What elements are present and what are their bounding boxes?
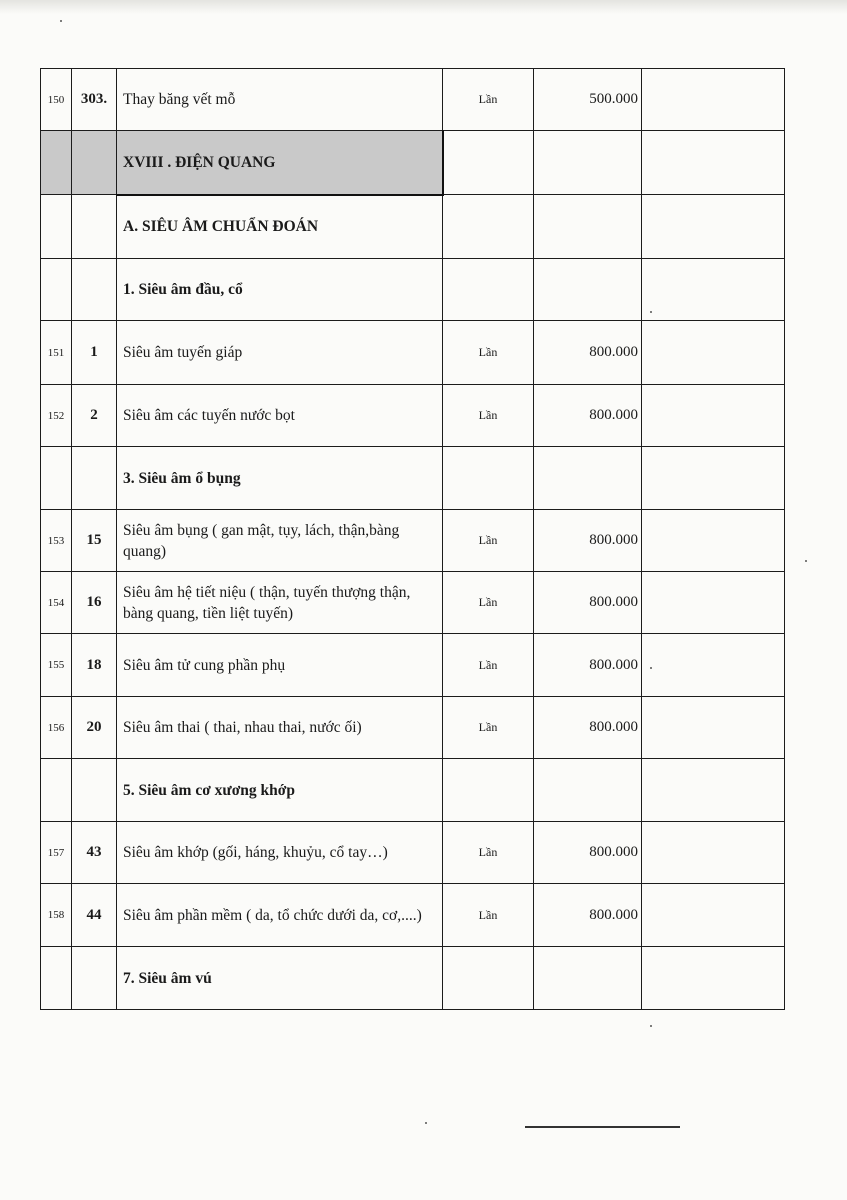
row-number-cell — [41, 447, 72, 510]
service-code-cell: 16 — [72, 572, 117, 634]
table-row — [41, 69, 785, 131]
section-row — [41, 131, 785, 195]
scan-speck — [425, 1122, 427, 1124]
unit-cell — [443, 447, 534, 510]
section-row — [41, 259, 785, 321]
service-code-cell: 20 — [72, 697, 117, 759]
note-cell — [642, 884, 785, 947]
section-title-cell: 3. Siêu âm ổ bụng — [117, 447, 443, 510]
row-number-cell: 156 — [41, 697, 72, 759]
price-cell: 800.000 — [534, 822, 642, 884]
service-name-cell: Siêu âm các tuyến nước bọt — [117, 385, 443, 447]
table-row — [41, 634, 785, 697]
service-code-cell: 18 — [72, 634, 117, 697]
price-cell — [534, 947, 642, 1010]
note-cell — [642, 69, 785, 131]
unit-cell — [443, 947, 534, 1010]
unit-cell — [443, 759, 534, 822]
note-cell — [642, 822, 785, 884]
service-code-cell: 44 — [72, 884, 117, 947]
note-cell — [642, 697, 785, 759]
price-cell: 800.000 — [534, 510, 642, 572]
note-cell — [642, 131, 785, 195]
section-title-cell: A. SIÊU ÂM CHUẨN ĐOÁN — [117, 195, 443, 259]
note-cell — [642, 634, 785, 697]
price-cell — [534, 447, 642, 510]
unit-cell — [443, 195, 534, 259]
section-row — [41, 195, 785, 259]
table-row — [41, 385, 785, 447]
note-cell — [642, 947, 785, 1010]
table-row — [41, 321, 785, 385]
service-name-cell: Siêu âm khớp (gối, háng, khuỷu, cổ tay…) — [117, 822, 443, 884]
price-cell: 800.000 — [534, 385, 642, 447]
row-number-cell — [41, 759, 72, 822]
unit-cell: Lần — [443, 572, 534, 634]
note-cell — [642, 321, 785, 385]
price-cell: 800.000 — [534, 321, 642, 385]
section-title-cell: 5. Siêu âm cơ xương khớp — [117, 759, 443, 822]
unit-cell: Lần — [443, 822, 534, 884]
unit-cell: Lần — [443, 697, 534, 759]
price-cell: 800.000 — [534, 634, 642, 697]
service-name-cell: Siêu âm hệ tiết niệu ( thận, tuyến thượng thận, bàng quang, tiền liệt tuyến) — [117, 572, 443, 634]
price-cell: 800.000 — [534, 572, 642, 634]
unit-cell: Lần — [443, 385, 534, 447]
service-code-cell: 1 — [72, 321, 117, 385]
table-row — [41, 697, 785, 759]
service-code-cell — [72, 947, 117, 1010]
service-code-cell: 43 — [72, 822, 117, 884]
signature-line — [525, 1126, 680, 1128]
note-cell — [642, 385, 785, 447]
service-name-cell: Siêu âm phần mềm ( da, tổ chức dưới da, cơ,....) — [117, 884, 443, 947]
row-number-cell: 157 — [41, 822, 72, 884]
unit-cell: Lần — [443, 634, 534, 697]
price-cell: 500.000 — [534, 69, 642, 131]
price-table — [40, 68, 785, 1010]
unit-cell: Lần — [443, 69, 534, 131]
price-cell — [534, 759, 642, 822]
table-row — [41, 510, 785, 572]
row-number-cell: 155 — [41, 634, 72, 697]
service-code-cell: 2 — [72, 385, 117, 447]
service-code-cell — [72, 259, 117, 321]
note-cell — [642, 510, 785, 572]
note-cell — [642, 759, 785, 822]
note-cell — [642, 259, 785, 321]
service-code-cell — [72, 131, 117, 195]
row-number-cell: 153 — [41, 510, 72, 572]
section-title-cell: XVIII . ĐIỆN QUANG — [117, 131, 443, 195]
row-number-cell — [41, 947, 72, 1010]
unit-cell — [443, 131, 534, 195]
note-cell — [642, 572, 785, 634]
row-number-cell — [41, 131, 72, 195]
scan-speck — [650, 1025, 652, 1027]
service-name-cell: Siêu âm tuyến giáp — [117, 321, 443, 385]
note-cell — [642, 195, 785, 259]
service-name-cell: Siêu âm thai ( thai, nhau thai, nước ối) — [117, 697, 443, 759]
table-row — [41, 884, 785, 947]
price-table-body — [41, 69, 785, 1010]
price-cell: 800.000 — [534, 697, 642, 759]
table-row — [41, 822, 785, 884]
price-cell — [534, 131, 642, 195]
scan-speck — [650, 311, 652, 313]
scan-speck — [60, 20, 62, 22]
unit-cell: Lần — [443, 884, 534, 947]
section-title-cell: 7. Siêu âm vú — [117, 947, 443, 1010]
service-code-cell — [72, 195, 117, 259]
row-number-cell: 154 — [41, 572, 72, 634]
unit-cell: Lần — [443, 321, 534, 385]
service-name-cell: Siêu âm bụng ( gan mật, tụy, lách, thận,bàng quang) — [117, 510, 443, 572]
scan-top-edge — [0, 0, 847, 14]
note-cell — [642, 447, 785, 510]
unit-cell: Lần — [443, 510, 534, 572]
row-number-cell: 151 — [41, 321, 72, 385]
section-row — [41, 447, 785, 510]
service-code-cell — [72, 447, 117, 510]
row-number-cell — [41, 259, 72, 321]
scan-speck — [650, 667, 652, 669]
table-row — [41, 572, 785, 634]
price-cell — [534, 259, 642, 321]
section-row — [41, 947, 785, 1010]
row-number-cell: 150 — [41, 69, 72, 131]
section-row — [41, 759, 785, 822]
service-code-cell — [72, 759, 117, 822]
scan-speck — [805, 560, 807, 562]
price-cell: 800.000 — [534, 884, 642, 947]
price-cell — [534, 195, 642, 259]
service-name-cell: Thay băng vết mỗ — [117, 69, 443, 131]
row-number-cell: 152 — [41, 385, 72, 447]
row-number-cell: 158 — [41, 884, 72, 947]
unit-cell — [443, 259, 534, 321]
section-title-cell: 1. Siêu âm đầu, cổ — [117, 259, 443, 321]
service-code-cell: 15 — [72, 510, 117, 572]
row-number-cell — [41, 195, 72, 259]
service-code-cell: 303. — [72, 69, 117, 131]
service-name-cell: Siêu âm tử cung phần phụ — [117, 634, 443, 697]
